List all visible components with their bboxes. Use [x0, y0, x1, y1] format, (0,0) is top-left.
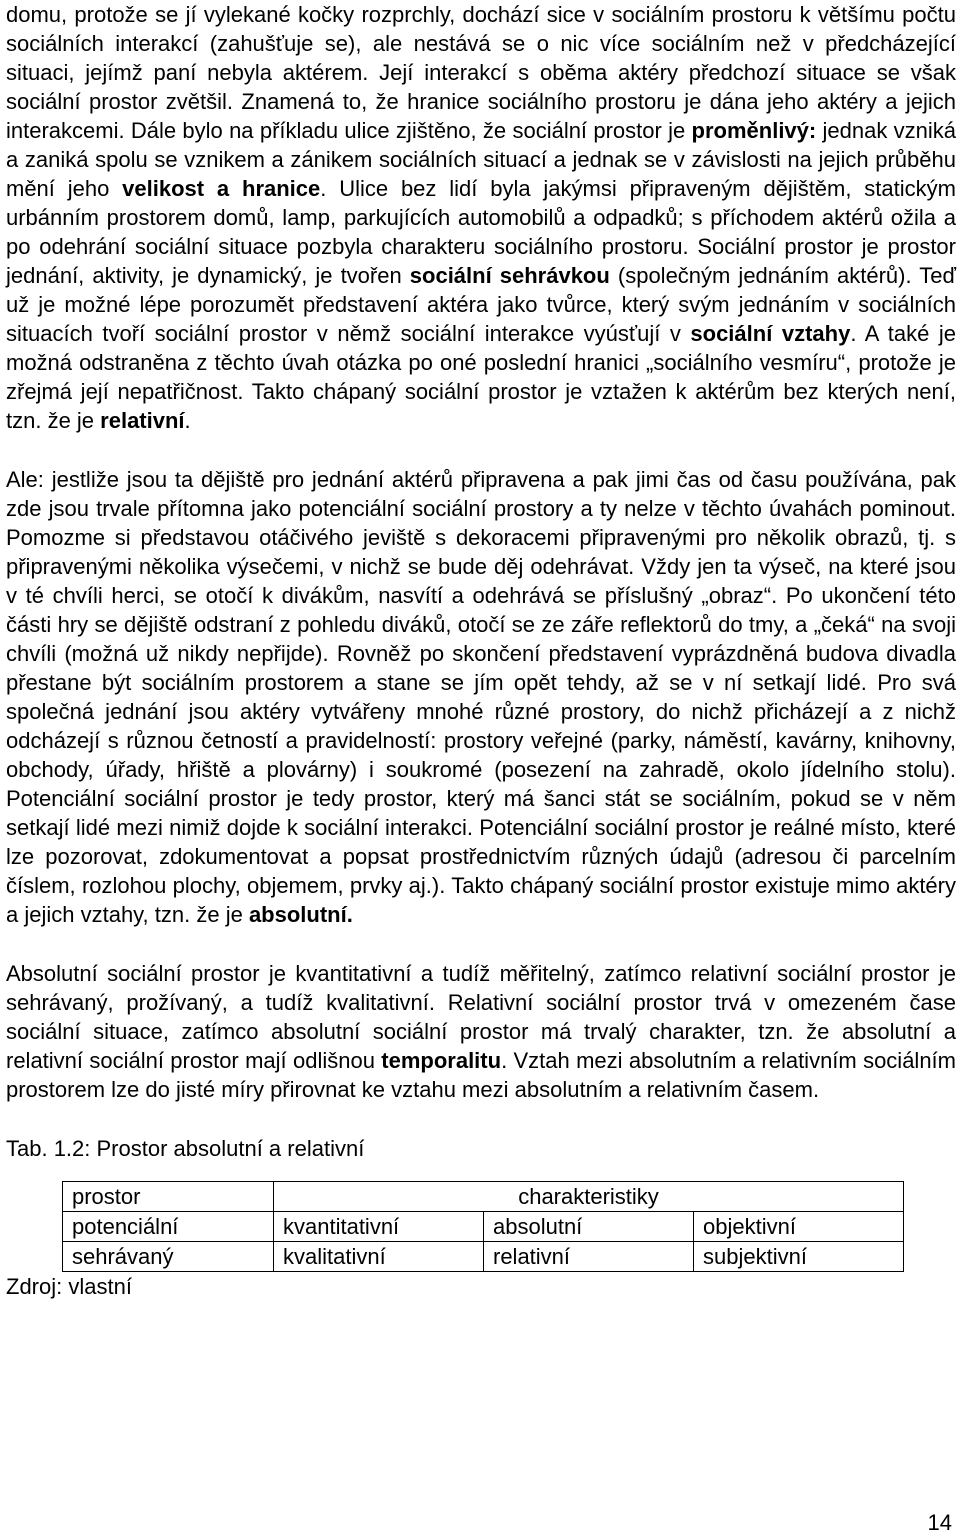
- text-run: Ale: jestliže jsou ta dějiště pro jednání aktérů připravena a pak jimi čas od času používána, pak zde jsou trvale přítomna jako potenciální sociální prostory a ty nelze v těchto úvahách pominout. Pomozme si představou otáčivého jeviště s dekoracemi připravenými pro několik obrazů, tj. s připravenými několika výsečemi, v nichž se bude děj odehrávat. Vždy jen ta výseč, na které jsou v té chvíli herci, se otočí k divákům, nasvítí a odehrává se příslušný „obraz“. Po ukončení této části hry se dějiště odstraní z pohledu diváků, otočí se ze záře reflektorů do tmy, a „čeká“ na svoji chvíli (možná už nikdy nepřijde). Rovněž po skončení představení vyprázdněná budova divadla přestane být sociálním prostorem a stane se jím opět tehdy, až se v ní setkají lidé. Pro svá společná jednání jsou aktéry vytvářeny mnohé různé prostory, do nichž přicházejí a z nichž odcházejí s různou četností a pravidelností: prostory veřejné (parky, náměstí, kavárny, knihovny, obchody, úřady, hřiště a plovárny) i soukromé (posezení na zahradě, okolo jídelního stolu). Potenciální sociální prostor je tedy prostor, který má šanci stát se sociálním, pokud se v něm setkají lidé mezi nimiž dojde k sociální interakci. Potenciální sociální prostor je reálné místo, které lze pozorovat, zdokumentovat a popsat prostřednictvím různých údajů (adresou či parcelním číslem, rozlohou plochy, objemem, prvky aj.). Takto chápaný sociální prostor existuje mimo aktéry a jejich vztahy, tzn. že je: [6, 467, 956, 927]
- paragraph-3: [6, 959, 956, 1104]
- bold-term: proměnlivý:: [691, 118, 817, 143]
- table-row: [63, 1242, 904, 1272]
- bold-term: relativní: [100, 408, 185, 433]
- table-cell: relativní: [484, 1242, 694, 1272]
- text-run: . A také je možná odstraněna z těchto úvah otázka po oné poslední hranici „sociálního vesmíru“, protože je zřejmá její nepatřičnost. Takto chápaný sociální prostor je vztažen k aktérům bez kterých není, tzn. že je: [6, 321, 956, 433]
- text-run: domu, protože se jí vylekané kočky rozprchly, dochází sice v sociálním prostoru k většímu počtu sociálních interakcí (zahušťuje se), ale nestává se o nic více sociálním než v předcházející situaci, jejímž paní nebyla aktérem. Její interakcí s oběma aktéry předchozí situace se však sociální prostor zvětšil. Znamená to, že hranice sociálního prostoru je dána jeho aktéry a jejich interakcemi. Dále bylo na příkladu ulice zjištěno, že sociální prostor je: [6, 2, 956, 143]
- paragraph-1: [6, 0, 956, 435]
- bold-term: sociální sehrávkou: [409, 263, 610, 288]
- table-header-row: [63, 1182, 904, 1212]
- bold-term: velikost a hranice: [122, 176, 321, 201]
- text-run: Absolutní sociální prostor je kvantitativní a tudíž měřitelný, zatímco relativní sociální prostor je sehrávaný, prožívaný, a tudíž kvalitativní. Relativní sociální prostor trvá v omezeném čase sociální situace, zatímco absolutní sociální prostor má trvalý charakter, tzn. že absolutní a relativní sociální prostor mají odlišnou: [6, 961, 956, 1073]
- table-cell: kvantitativní: [274, 1212, 484, 1242]
- table-cell: potenciální: [63, 1212, 274, 1242]
- header-cell-prostor: prostor: [63, 1182, 274, 1212]
- page-number: 14: [927, 1510, 952, 1535]
- table-source: Zdroj: vlastní: [6, 1274, 132, 1299]
- header-cell-charakteristiky: charakteristiky: [274, 1182, 904, 1212]
- text-run: .: [184, 408, 191, 433]
- table-cell: objektivní: [694, 1212, 904, 1242]
- table-cell: kvalitativní: [274, 1242, 484, 1272]
- document-page: [6, 0, 956, 1301]
- table-caption: Tab. 1.2: Prostor absolutní a relativní: [6, 1136, 365, 1161]
- text-run: . Vztah mezi absolutním a relativním sociálním prostorem lze do jisté míry přirovnat ke vztahu mezi absolutním a relativním časem.: [6, 1048, 956, 1102]
- bold-term: sociální vztahy: [690, 321, 851, 346]
- text-run: (společným jednáním aktérů). Teď už je možné lépe porozumět představení aktéra jako tvůrce, který svým jednáním v sociálních situacích tvoří sociální prostor v němž sociální interakce vyúsťují v: [6, 263, 956, 346]
- table-row: [63, 1212, 904, 1242]
- text-run: . Ulice bez lidí byla jakýmsi připraveným dějištěm, statickým urbánním prostorem domů, lamp, parkujících automobilů a odpadků; s příchodem aktérů ožila a po odehrání sociální situace pozbyla charakteru sociálního prostoru. Sociální prostor je prostor jednání, aktivity, je dynamický, je tvořen: [6, 176, 956, 288]
- table-cell: subjektivní: [694, 1242, 904, 1272]
- bold-term: absolutní.: [248, 902, 353, 927]
- paragraph-2: [6, 465, 956, 929]
- text-run: jednak vzniká a zaniká spolu se vznikem a zánikem sociálních situací a jednak se v závislosti na jejich průběhu mění jeho: [6, 118, 957, 201]
- space-table: [62, 1181, 904, 1272]
- table-cell: sehrávaný: [63, 1242, 274, 1272]
- bold-term: temporalitu: [381, 1048, 502, 1073]
- table-cell: absolutní: [484, 1212, 694, 1242]
